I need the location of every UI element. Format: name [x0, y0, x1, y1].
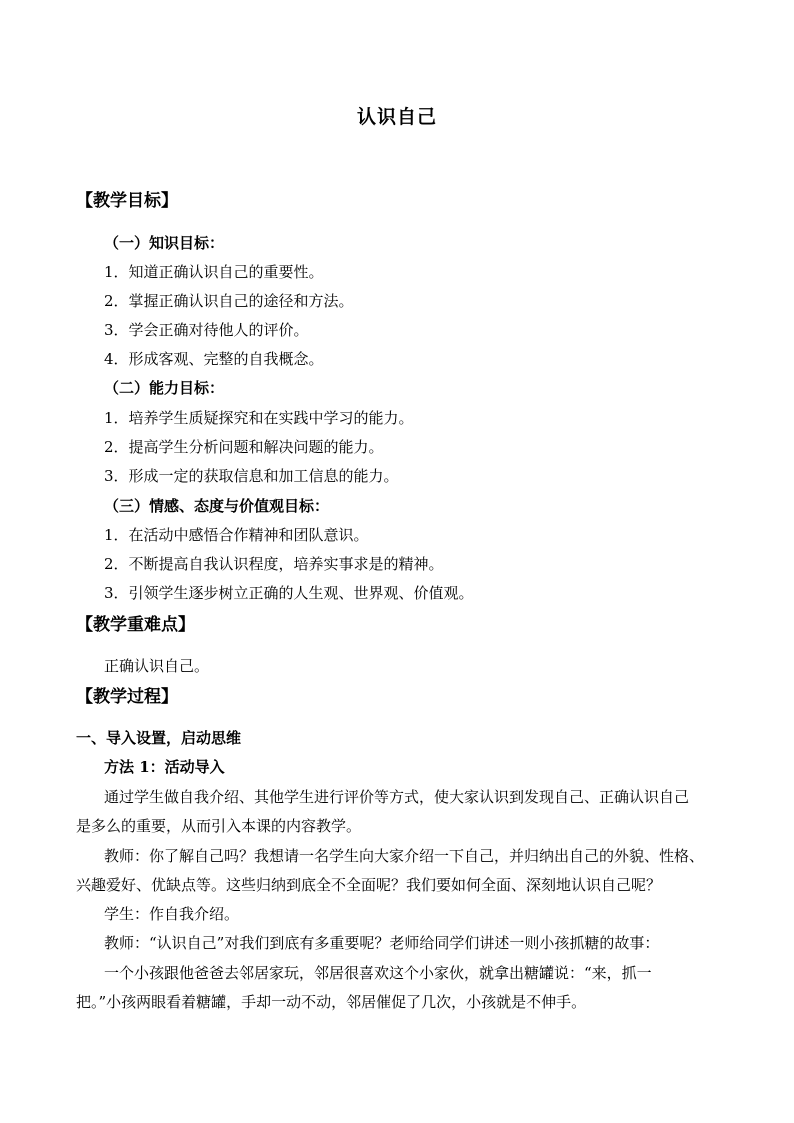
- paragraph-line: 教师：“认识自己”对我们到底有多重要呢？老师给同学们讲述一则小孩抓糖的故事：: [104, 934, 660, 952]
- section-heading-goals: 【教学目标】: [76, 191, 178, 211]
- document-title: 认识自己: [356, 106, 437, 128]
- list-item: 3．学会正确对待他人的评价。: [104, 321, 309, 339]
- subheading-emotion-goals: （三）情感、态度与价值观目标：: [104, 497, 330, 515]
- paragraph-line: 兴趣爱好、优缺点等。这些归纳到底全不全面呢？我们要如何全面、深刻地认识自己呢？: [76, 876, 662, 894]
- subheading-knowledge-goals: （一）知识目标：: [104, 234, 225, 252]
- paragraph-line: 把。”小孩两眼看着糖罐，手却一动不动，邻居催促了几次，小孩就是不伸手。: [76, 993, 587, 1011]
- paragraph-line: 一个小孩跟他爸爸去邻居家玩，邻居很喜欢这个小家伙，就拿出糖罐说：“来，抓一: [104, 964, 652, 982]
- key-points-text: 正确认识自己。: [104, 657, 210, 675]
- list-item: 2．掌握正确认识自己的途径和方法。: [104, 292, 354, 310]
- list-item: 1．培养学生质疑探究和在实践中学习的能力。: [104, 409, 414, 427]
- list-item: 1．在活动中感悟合作精神和团队意识。: [104, 526, 369, 544]
- paragraph-line: 通过学生做自我介绍、其他学生进行评价等方式，使大家认识到发现自己、正确认识自己: [104, 788, 690, 806]
- paragraph-line: 教师：你了解自己吗？我想请一名学生向大家介绍一下自己，并归纳出自己的外貌、性格、: [104, 847, 705, 865]
- subheading-ability-goals: （二）能力目标：: [104, 379, 225, 397]
- paragraph-line: 是多么的重要，从而引入本课的内容教学。: [76, 817, 362, 835]
- method-heading: 方法 1：活动导入: [104, 758, 225, 776]
- process-step-heading: 一、导入设置，启动思维: [76, 729, 242, 747]
- list-item: 1．知道正确认识自己的重要性。: [104, 263, 324, 281]
- list-item: 4．形成客观、完整的自我概念。: [104, 350, 324, 368]
- list-item: 2．不断提高自我认识程度，培养实事求是的精神。: [104, 555, 444, 573]
- list-item: 3．引领学生逐步树立正确的人生观、世界观、价值观。: [104, 584, 474, 602]
- paragraph-line: 学生：作自我介绍。: [104, 905, 240, 923]
- section-heading-key-points: 【教学重难点】: [76, 615, 195, 635]
- list-item: 2．提高学生分析问题和解决问题的能力。: [104, 438, 384, 456]
- section-heading-process: 【教学过程】: [76, 687, 178, 707]
- list-item: 3．形成一定的获取信息和加工信息的能力。: [104, 467, 399, 485]
